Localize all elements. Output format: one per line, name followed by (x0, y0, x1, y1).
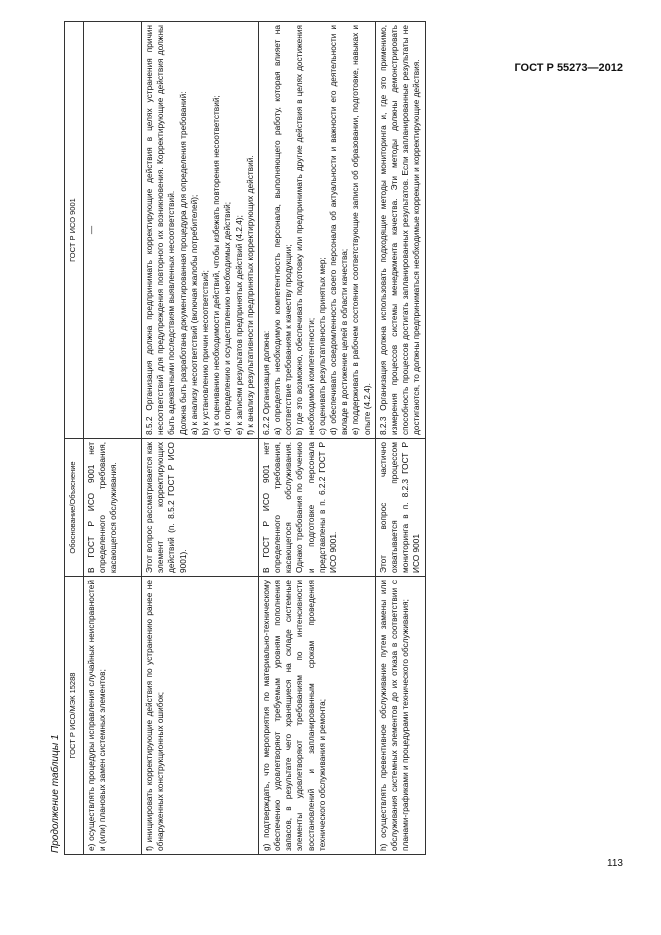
column-header: Обоснование/Объяснение (65, 439, 84, 577)
column-header: ГОСТ Р ИСО 9001 (65, 22, 84, 439)
clause-line: а) определять необходимую компетентность персонала, выполняющего работу, которая влияет на соответствие требованиям к качеству продукции; (272, 25, 294, 435)
table-continuation-label: Продолжение таблицы 1 (50, 734, 61, 853)
table-cell: В ГОСТ Р ИСО 9001 нет определенного требования, касающегося обслуживания. (84, 439, 142, 577)
table-header-row (65, 22, 84, 855)
clause-line: а) к анализу несоответствий (включая жалобы потребителей); (188, 194, 199, 435)
clause-line: c) к оцениванию необходимости действий, чтобы избежать повторения несоответствий; (211, 95, 222, 435)
table-row (142, 22, 259, 855)
column-header: ГОСТ Р ИСО/МЭК 15288 (65, 577, 84, 855)
clause-line: 8.2.3 Организация должна использовать подходящие методы мониторинга и, где это применимо, измерения процессов системы менеджмента качества. Эти методы должны демонстрировать способность процессов достигать запланированных результатов. Если запланированные результаты не достигаются, то должны предприниматься необходимые коррекции и корректирующие действия. (377, 25, 422, 435)
clause-line: b) к установлению причин несоответствий; (199, 270, 210, 435)
table-cell: e) осуществлять процедуры исправления случайных неисправностей и (или) плановых замен системных элементов; (84, 577, 142, 855)
table-cell (258, 22, 375, 439)
clause-line: e) поддерживать в рабочем состоянии соответствующие записи об образовании, подготовке, навыках и опыте (4.2.4). (350, 25, 372, 435)
table-cell: Этот вопрос частично охватывается процессом мониторинга в п. 8.2.3 ГОСТ Р ИСО 9001 (375, 439, 425, 577)
rotated-page-content (48, 15, 588, 855)
table-row (375, 22, 425, 855)
requirements-table (64, 21, 426, 855)
table-cell (375, 22, 425, 439)
table-cell (142, 22, 259, 439)
clause-line: d) к определению и осуществлению необходимых действий; (222, 201, 233, 435)
clause-line: Должна быть разработана документированная процедура для определения требований: (177, 91, 188, 435)
document-header: ГОСТ Р 55273—2012 (514, 62, 623, 74)
clause-line: e) к записям результатов предпринятых действий (4.2.4); (233, 215, 244, 435)
table-cell: В ГОСТ Р ИСО 9001 нет определенного требования, касающегося обслуживания. Однако требования по обучению и подготовке персонала представлены в п. 6.2.2 ГОСТ Р ИСО 9001. (258, 439, 375, 577)
table-row (84, 22, 142, 855)
clause-line: f) к анализу результативности предпринятых корректирующих действий. (244, 155, 255, 435)
table-cell: — (84, 22, 142, 439)
clause-line: d) обеспечивать осведомленность своего персонала об актуальности и важности его деятельности и вкладе в достижение целей в области качества; (328, 25, 350, 435)
page-number: 113 (607, 858, 623, 869)
clause-line: b) где это возможно, обеспечивать подготовку или предпринимать другие действия в целях достижения необходимой компетентности; (294, 25, 316, 435)
clause-line: c) оценивать результативность принятых мер; (316, 257, 327, 435)
table-row (258, 22, 375, 855)
table-cell: f) инициировать корректирующие действия по устранению ранее не обнаруженных конструкционных ошибок; (142, 577, 259, 855)
clause-line: 8.5.2 Организация должна предпринимать корректирующие действия в целях устранения причин несоответствий для предупреждения повторного их возникновения. Корректирующие действия должны быть адекватными последствиям выявленных несоответствий. (144, 25, 177, 435)
table-cell: Этот вопрос рассматривается как элемент корректирующих действий (п. 8.5.2 ГОСТ Р ИСО 9001). (142, 439, 259, 577)
table-cell: g) подтверждать, что мероприятия по материально-техническому обеспечению удовлетворяют требуемым уровням пополнения запасов, в результате чего хранящиеся на складе системные элементы удовлетворяют требованиям по интенсивности восстановлений и запланированным срокам проведения технического обслуживания и ремонта; (258, 577, 375, 855)
table-cell: h) осуществлять превентивное обслуживание путем замены или обслуживания системных элементов до их отказа в соответствии с планами-графиками и процедурами технического обслуживания; (375, 577, 425, 855)
clause-line: 6.2.2 Организация должна: (260, 330, 271, 435)
